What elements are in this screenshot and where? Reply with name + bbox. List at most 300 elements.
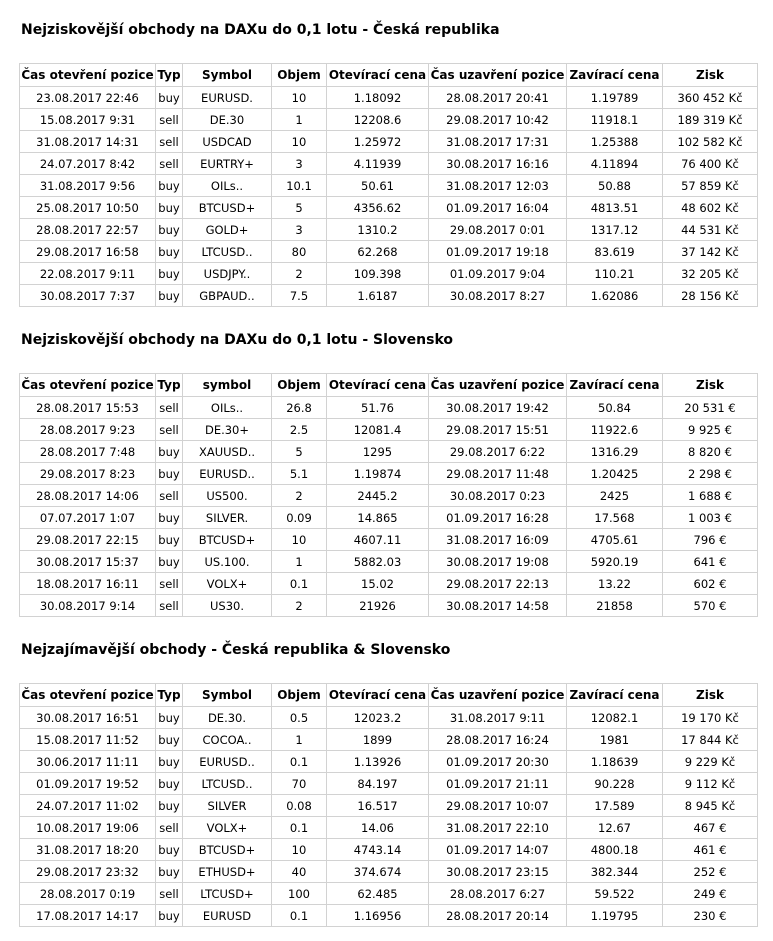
cell-volume: 2 <box>272 595 327 617</box>
cell-type: buy <box>156 905 183 927</box>
cell-close-price: 11918.1 <box>567 109 663 131</box>
cell-type: buy <box>156 197 183 219</box>
table-row <box>20 153 758 175</box>
cell-open-price: 62.485 <box>327 883 429 905</box>
column-header-symbol: symbol <box>183 374 272 397</box>
table-row <box>20 529 758 551</box>
column-header-close-price: Zavírací cena <box>567 684 663 707</box>
cell-close-time: 29.08.2017 0:01 <box>429 219 567 241</box>
trades-table-interesting <box>19 683 758 927</box>
cell-open-time: 31.08.2017 9:56 <box>20 175 156 197</box>
cell-type: sell <box>156 109 183 131</box>
cell-close-time: 29.08.2017 15:51 <box>429 419 567 441</box>
cell-profit: 32 205 Kč <box>663 263 758 285</box>
cell-close-price: 17.568 <box>567 507 663 529</box>
cell-open-price: 51.76 <box>327 397 429 419</box>
cell-symbol: USDJPY.. <box>183 263 272 285</box>
cell-type: buy <box>156 219 183 241</box>
cell-open-price: 12208.6 <box>327 109 429 131</box>
trades-table-cz <box>19 63 758 307</box>
cell-symbol: USDCAD <box>183 131 272 153</box>
table-row <box>20 441 758 463</box>
cell-close-time: 29.08.2017 6:22 <box>429 441 567 463</box>
cell-open-price: 4356.62 <box>327 197 429 219</box>
cell-symbol: VOLX+ <box>183 573 272 595</box>
cell-type: buy <box>156 441 183 463</box>
cell-type: sell <box>156 485 183 507</box>
cell-close-price: 50.88 <box>567 175 663 197</box>
cell-profit: 9 925 € <box>663 419 758 441</box>
cell-open-price: 12023.2 <box>327 707 429 729</box>
table-row <box>20 219 758 241</box>
table-row <box>20 285 758 307</box>
cell-open-price: 4607.11 <box>327 529 429 551</box>
cell-open-time: 28.08.2017 22:57 <box>20 219 156 241</box>
cell-close-time: 01.09.2017 21:11 <box>429 773 567 795</box>
table-row <box>20 883 758 905</box>
cell-open-time: 25.08.2017 10:50 <box>20 197 156 219</box>
cell-symbol: LTCUSD+ <box>183 883 272 905</box>
cell-close-price: 90.228 <box>567 773 663 795</box>
cell-close-time: 01.09.2017 19:18 <box>429 241 567 263</box>
cell-open-time: 07.07.2017 1:07 <box>20 507 156 529</box>
cell-symbol: COCOA.. <box>183 729 272 751</box>
table-row <box>20 419 758 441</box>
cell-open-price: 15.02 <box>327 573 429 595</box>
cell-profit: 2 298 € <box>663 463 758 485</box>
table-row <box>20 773 758 795</box>
cell-type: buy <box>156 861 183 883</box>
cell-symbol: EURUSD <box>183 905 272 927</box>
cell-symbol: BTCUSD+ <box>183 529 272 551</box>
cell-close-time: 29.08.2017 22:13 <box>429 573 567 595</box>
cell-close-price: 4813.51 <box>567 197 663 219</box>
cell-open-price: 5882.03 <box>327 551 429 573</box>
cell-open-time: 30.08.2017 15:37 <box>20 551 156 573</box>
cell-profit: 467 € <box>663 817 758 839</box>
cell-type: buy <box>156 551 183 573</box>
column-header-close-time: Čas uzavření pozice <box>429 64 567 87</box>
cell-volume: 70 <box>272 773 327 795</box>
cell-open-price: 109.398 <box>327 263 429 285</box>
cell-close-time: 30.08.2017 23:15 <box>429 861 567 883</box>
cell-open-price: 12081.4 <box>327 419 429 441</box>
cell-volume: 1 <box>272 551 327 573</box>
cell-type: buy <box>156 707 183 729</box>
cell-profit: 48 602 Kč <box>663 197 758 219</box>
section-title-sk: Nejziskovější obchody na DAXu do 0,1 lotu - Slovensko <box>21 332 453 348</box>
cell-close-time: 30.08.2017 8:27 <box>429 285 567 307</box>
cell-close-price: 1.20425 <box>567 463 663 485</box>
cell-open-time: 29.08.2017 22:15 <box>20 529 156 551</box>
cell-open-time: 23.08.2017 22:46 <box>20 87 156 109</box>
cell-volume: 0.1 <box>272 573 327 595</box>
cell-open-price: 14.865 <box>327 507 429 529</box>
cell-open-price: 62.268 <box>327 241 429 263</box>
cell-open-time: 24.07.2017 11:02 <box>20 795 156 817</box>
cell-close-time: 30.08.2017 19:42 <box>429 397 567 419</box>
table-header-row <box>20 684 758 707</box>
cell-close-time: 31.08.2017 22:10 <box>429 817 567 839</box>
cell-type: buy <box>156 263 183 285</box>
cell-close-time: 29.08.2017 10:07 <box>429 795 567 817</box>
cell-open-time: 01.09.2017 19:52 <box>20 773 156 795</box>
cell-close-time: 31.08.2017 12:03 <box>429 175 567 197</box>
cell-volume: 10 <box>272 529 327 551</box>
cell-symbol: OILs.. <box>183 397 272 419</box>
cell-open-price: 2445.2 <box>327 485 429 507</box>
table-row <box>20 241 758 263</box>
cell-volume: 0.1 <box>272 751 327 773</box>
table-row <box>20 87 758 109</box>
cell-profit: 28 156 Kč <box>663 285 758 307</box>
cell-close-time: 28.08.2017 6:27 <box>429 883 567 905</box>
cell-close-price: 5920.19 <box>567 551 663 573</box>
cell-symbol: EURUSD.. <box>183 463 272 485</box>
cell-close-time: 28.08.2017 20:14 <box>429 905 567 927</box>
cell-type: buy <box>156 529 183 551</box>
cell-close-time: 29.08.2017 10:42 <box>429 109 567 131</box>
cell-close-price: 4705.61 <box>567 529 663 551</box>
cell-close-price: 13.22 <box>567 573 663 595</box>
cell-type: sell <box>156 397 183 419</box>
cell-open-time: 29.08.2017 23:32 <box>20 861 156 883</box>
cell-open-time: 28.08.2017 7:48 <box>20 441 156 463</box>
cell-volume: 40 <box>272 861 327 883</box>
column-header-open-price: Otevírací cena <box>327 684 429 707</box>
cell-type: sell <box>156 573 183 595</box>
cell-type: buy <box>156 795 183 817</box>
column-header-close-price: Zavírací cena <box>567 374 663 397</box>
cell-symbol: EURUSD.. <box>183 751 272 773</box>
trades-table-sk <box>19 373 758 617</box>
cell-close-price: 110.21 <box>567 263 663 285</box>
cell-close-time: 01.09.2017 20:30 <box>429 751 567 773</box>
cell-symbol: DE.30. <box>183 707 272 729</box>
cell-open-price: 84.197 <box>327 773 429 795</box>
cell-close-time: 01.09.2017 16:04 <box>429 197 567 219</box>
cell-profit: 570 € <box>663 595 758 617</box>
cell-symbol: GOLD+ <box>183 219 272 241</box>
cell-volume: 10 <box>272 87 327 109</box>
cell-profit: 8 945 Kč <box>663 795 758 817</box>
cell-open-time: 28.08.2017 14:06 <box>20 485 156 507</box>
cell-type: sell <box>156 883 183 905</box>
cell-type: buy <box>156 241 183 263</box>
cell-open-time: 28.08.2017 0:19 <box>20 883 156 905</box>
cell-open-time: 31.08.2017 18:20 <box>20 839 156 861</box>
cell-volume: 26.8 <box>272 397 327 419</box>
cell-open-time: 30.08.2017 9:14 <box>20 595 156 617</box>
column-header-volume: Objem <box>272 684 327 707</box>
cell-close-price: 1.19789 <box>567 87 663 109</box>
cell-close-price: 50.84 <box>567 397 663 419</box>
cell-open-price: 1.16956 <box>327 905 429 927</box>
cell-close-price: 1981 <box>567 729 663 751</box>
cell-close-price: 21858 <box>567 595 663 617</box>
cell-symbol: BTCUSD+ <box>183 197 272 219</box>
cell-symbol: US.100. <box>183 551 272 573</box>
cell-symbol: US500. <box>183 485 272 507</box>
cell-close-price: 1317.12 <box>567 219 663 241</box>
cell-type: buy <box>156 751 183 773</box>
cell-profit: 796 € <box>663 529 758 551</box>
cell-volume: 2.5 <box>272 419 327 441</box>
cell-type: sell <box>156 419 183 441</box>
cell-open-time: 17.08.2017 14:17 <box>20 905 156 927</box>
cell-symbol: GBPAUD.. <box>183 285 272 307</box>
cell-close-time: 30.08.2017 0:23 <box>429 485 567 507</box>
table-row <box>20 485 758 507</box>
cell-profit: 44 531 Kč <box>663 219 758 241</box>
cell-volume: 10 <box>272 839 327 861</box>
table-row <box>20 861 758 883</box>
cell-symbol: VOLX+ <box>183 817 272 839</box>
cell-open-time: 28.08.2017 9:23 <box>20 419 156 441</box>
cell-close-time: 31.08.2017 9:11 <box>429 707 567 729</box>
section-title-cz: Nejziskovější obchody na DAXu do 0,1 lotu - Česká republika <box>21 22 500 38</box>
cell-volume: 5.1 <box>272 463 327 485</box>
cell-type: buy <box>156 285 183 307</box>
cell-symbol: ETHUSD+ <box>183 861 272 883</box>
table-row <box>20 551 758 573</box>
cell-open-price: 50.61 <box>327 175 429 197</box>
cell-symbol: OILs.. <box>183 175 272 197</box>
cell-symbol: EURTRY+ <box>183 153 272 175</box>
cell-volume: 5 <box>272 441 327 463</box>
cell-close-time: 01.09.2017 14:07 <box>429 839 567 861</box>
cell-profit: 76 400 Kč <box>663 153 758 175</box>
cell-open-price: 1.18092 <box>327 87 429 109</box>
table-row <box>20 463 758 485</box>
table-row <box>20 905 758 927</box>
cell-open-time: 30.08.2017 16:51 <box>20 707 156 729</box>
cell-profit: 9 229 Kč <box>663 751 758 773</box>
cell-open-time: 30.08.2017 7:37 <box>20 285 156 307</box>
cell-open-price: 1.6187 <box>327 285 429 307</box>
cell-volume: 0.5 <box>272 707 327 729</box>
cell-symbol: XAUUSD.. <box>183 441 272 463</box>
column-header-profit: Zisk <box>663 64 758 87</box>
cell-close-price: 17.589 <box>567 795 663 817</box>
cell-close-price: 12082.1 <box>567 707 663 729</box>
cell-close-time: 01.09.2017 16:28 <box>429 507 567 529</box>
column-header-volume: Objem <box>272 64 327 87</box>
cell-volume: 7.5 <box>272 285 327 307</box>
cell-open-price: 4743.14 <box>327 839 429 861</box>
cell-open-price: 14.06 <box>327 817 429 839</box>
column-header-profit: Zisk <box>663 684 758 707</box>
table-header-row <box>20 374 758 397</box>
cell-open-price: 374.674 <box>327 861 429 883</box>
cell-volume: 0.1 <box>272 905 327 927</box>
cell-volume: 3 <box>272 153 327 175</box>
cell-profit: 1 003 € <box>663 507 758 529</box>
cell-symbol: SILVER. <box>183 507 272 529</box>
column-header-close-time: Čas uzavření pozice <box>429 684 567 707</box>
cell-open-time: 18.08.2017 16:11 <box>20 573 156 595</box>
cell-profit: 20 531 € <box>663 397 758 419</box>
cell-volume: 2 <box>272 263 327 285</box>
cell-close-time: 01.09.2017 9:04 <box>429 263 567 285</box>
column-header-open-time: Čas otevření pozice <box>20 684 156 707</box>
cell-profit: 189 319 Kč <box>663 109 758 131</box>
table-row <box>20 263 758 285</box>
table-row <box>20 131 758 153</box>
cell-type: sell <box>156 817 183 839</box>
cell-profit: 57 859 Kč <box>663 175 758 197</box>
cell-close-time: 28.08.2017 16:24 <box>429 729 567 751</box>
cell-type: buy <box>156 773 183 795</box>
cell-volume: 5 <box>272 197 327 219</box>
cell-volume: 0.08 <box>272 795 327 817</box>
cell-close-time: 28.08.2017 20:41 <box>429 87 567 109</box>
table-row <box>20 507 758 529</box>
cell-volume: 3 <box>272 219 327 241</box>
column-header-profit: Zisk <box>663 374 758 397</box>
cell-close-price: 1.18639 <box>567 751 663 773</box>
cell-symbol: DE.30+ <box>183 419 272 441</box>
column-header-open-time: Čas otevření pozice <box>20 64 156 87</box>
cell-symbol: LTCUSD.. <box>183 773 272 795</box>
cell-close-time: 30.08.2017 14:58 <box>429 595 567 617</box>
cell-open-price: 21926 <box>327 595 429 617</box>
section-title-interesting: Nejzajímavější obchody - Česká republika & Slovensko <box>21 642 451 658</box>
cell-type: buy <box>156 729 183 751</box>
cell-close-price: 2425 <box>567 485 663 507</box>
cell-symbol: DE.30 <box>183 109 272 131</box>
cell-profit: 37 142 Kč <box>663 241 758 263</box>
cell-volume: 1 <box>272 729 327 751</box>
cell-type: buy <box>156 507 183 529</box>
cell-open-time: 28.08.2017 15:53 <box>20 397 156 419</box>
cell-close-price: 4.11894 <box>567 153 663 175</box>
cell-open-price: 1.19874 <box>327 463 429 485</box>
column-header-open-time: Čas otevření pozice <box>20 374 156 397</box>
cell-type: buy <box>156 839 183 861</box>
table-row <box>20 839 758 861</box>
cell-profit: 249 € <box>663 883 758 905</box>
column-header-symbol: Symbol <box>183 684 272 707</box>
cell-close-price: 1.62086 <box>567 285 663 307</box>
cell-profit: 602 € <box>663 573 758 595</box>
cell-close-price: 4800.18 <box>567 839 663 861</box>
cell-profit: 461 € <box>663 839 758 861</box>
cell-open-time: 24.07.2017 8:42 <box>20 153 156 175</box>
column-header-symbol: Symbol <box>183 64 272 87</box>
cell-open-time: 30.06.2017 11:11 <box>20 751 156 773</box>
table-row <box>20 751 758 773</box>
cell-type: sell <box>156 131 183 153</box>
cell-close-price: 59.522 <box>567 883 663 905</box>
table-row <box>20 573 758 595</box>
cell-close-price: 1.19795 <box>567 905 663 927</box>
cell-type: sell <box>156 595 183 617</box>
cell-close-time: 30.08.2017 19:08 <box>429 551 567 573</box>
cell-open-price: 16.517 <box>327 795 429 817</box>
cell-volume: 80 <box>272 241 327 263</box>
cell-symbol: SILVER <box>183 795 272 817</box>
cell-close-price: 83.619 <box>567 241 663 263</box>
cell-type: sell <box>156 153 183 175</box>
cell-profit: 102 582 Kč <box>663 131 758 153</box>
cell-profit: 641 € <box>663 551 758 573</box>
column-header-open-price: Otevírací cena <box>327 64 429 87</box>
cell-profit: 8 820 € <box>663 441 758 463</box>
cell-profit: 9 112 Kč <box>663 773 758 795</box>
cell-profit: 360 452 Kč <box>663 87 758 109</box>
cell-open-price: 1.25972 <box>327 131 429 153</box>
cell-open-time: 29.08.2017 8:23 <box>20 463 156 485</box>
cell-close-time: 30.08.2017 16:16 <box>429 153 567 175</box>
table-row <box>20 397 758 419</box>
table-row <box>20 595 758 617</box>
cell-open-time: 15.08.2017 11:52 <box>20 729 156 751</box>
cell-close-price: 12.67 <box>567 817 663 839</box>
cell-volume: 1 <box>272 109 327 131</box>
column-header-volume: Objem <box>272 374 327 397</box>
table-row <box>20 197 758 219</box>
cell-open-price: 1899 <box>327 729 429 751</box>
table-row <box>20 175 758 197</box>
cell-profit: 17 844 Kč <box>663 729 758 751</box>
table-row <box>20 729 758 751</box>
cell-symbol: EURUSD. <box>183 87 272 109</box>
column-header-type: Typ <box>156 684 183 707</box>
column-header-close-time: Čas uzavření pozice <box>429 374 567 397</box>
table-row <box>20 817 758 839</box>
column-header-type: Typ <box>156 64 183 87</box>
cell-type: buy <box>156 87 183 109</box>
cell-symbol: LTCUSD.. <box>183 241 272 263</box>
cell-close-time: 31.08.2017 16:09 <box>429 529 567 551</box>
cell-volume: 2 <box>272 485 327 507</box>
column-header-type: Typ <box>156 374 183 397</box>
cell-close-price: 382.344 <box>567 861 663 883</box>
cell-open-time: 22.08.2017 9:11 <box>20 263 156 285</box>
cell-volume: 10.1 <box>272 175 327 197</box>
cell-profit: 1 688 € <box>663 485 758 507</box>
cell-open-time: 10.08.2017 19:06 <box>20 817 156 839</box>
cell-open-time: 31.08.2017 14:31 <box>20 131 156 153</box>
cell-symbol: US30. <box>183 595 272 617</box>
cell-open-price: 4.11939 <box>327 153 429 175</box>
table-row <box>20 707 758 729</box>
cell-open-time: 29.08.2017 16:58 <box>20 241 156 263</box>
cell-open-price: 1310.2 <box>327 219 429 241</box>
cell-open-price: 1.13926 <box>327 751 429 773</box>
column-header-close-price: Zavírací cena <box>567 64 663 87</box>
cell-close-time: 29.08.2017 11:48 <box>429 463 567 485</box>
cell-close-price: 1.25388 <box>567 131 663 153</box>
cell-profit: 252 € <box>663 861 758 883</box>
cell-type: buy <box>156 175 183 197</box>
cell-close-time: 31.08.2017 17:31 <box>429 131 567 153</box>
cell-profit: 19 170 Kč <box>663 707 758 729</box>
cell-type: buy <box>156 463 183 485</box>
cell-open-time: 15.08.2017 9:31 <box>20 109 156 131</box>
cell-open-price: 1295 <box>327 441 429 463</box>
cell-volume: 0.09 <box>272 507 327 529</box>
cell-volume: 0.1 <box>272 817 327 839</box>
table-row <box>20 109 758 131</box>
cell-close-price: 11922.6 <box>567 419 663 441</box>
cell-symbol: BTCUSD+ <box>183 839 272 861</box>
cell-volume: 10 <box>272 131 327 153</box>
table-row <box>20 795 758 817</box>
cell-profit: 230 € <box>663 905 758 927</box>
table-header-row <box>20 64 758 87</box>
